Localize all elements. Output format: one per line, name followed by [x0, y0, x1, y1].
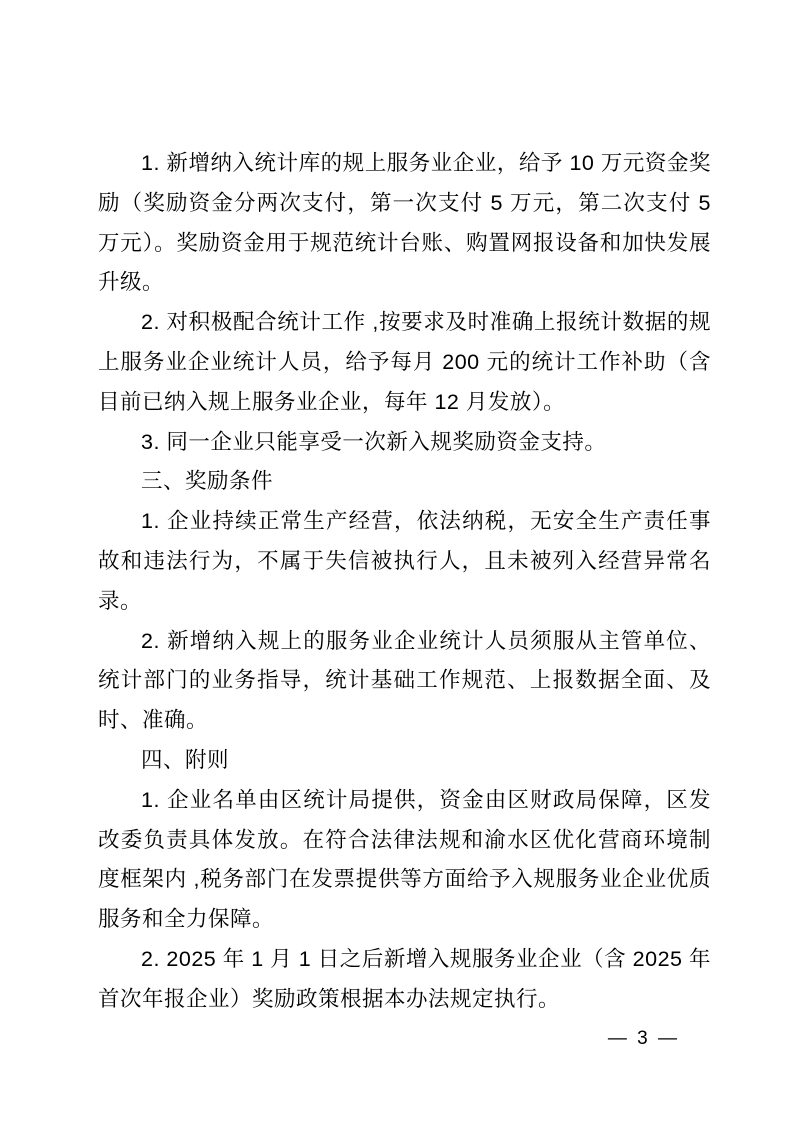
page-number: — 3 — [607, 1028, 677, 1049]
paragraph: 3. 同一企业只能享受一次新入规奖励资金支持。 [141, 429, 607, 454]
paragraph: 2. 2025 年 1 月 1 日之后新增入规服务业企业（含 2025 年首次年报企业）奖励政策根据本办法规定执行。 [98, 946, 711, 1011]
paragraph: 2. 新增纳入规上的服务业企业统计人员须服从主管单位、统计部门的业务指导，统计基础工作规范、上报数据全面、及时、准确。 [98, 628, 711, 733]
paragraph: 1. 新增纳入统计库的规上服务业企业，给予 10 万元资金奖励（奖励资金分两次支付，第一次支付 5 万元，第二次支付 5 万元）。奖励资金用于规范统计台账、购置网报设备和加快发展升级。 [98, 151, 711, 295]
document-body [98, 144, 711, 1020]
paragraph: 1. 企业名单由区统计局提供，资金由区财政局保障，区发改委负责具体发放。在符合法律法规和渝水区优化营商环境制度框架内 ,税务部门在发票提供等方面给予入规服务业企业优质服务和全力保障。 [98, 787, 711, 932]
section-heading: 四、附则 [141, 747, 230, 772]
paragraph: 1. 企业持续正常生产经营，依法纳税，无安全生产责任事故和违法行为，不属于失信被执行人，且未被列入经营异常名录。 [98, 509, 711, 613]
paragraph: 2. 对积极配合统计工作 ,按要求及时准确上报统计数据的规上服务业企业统计人员，给予每月 200 元的统计工作补助（含目前已纳入规上服务业企业，每年 12 月发放）。 [98, 310, 711, 414]
section-heading: 三、奖励条件 [141, 469, 274, 494]
